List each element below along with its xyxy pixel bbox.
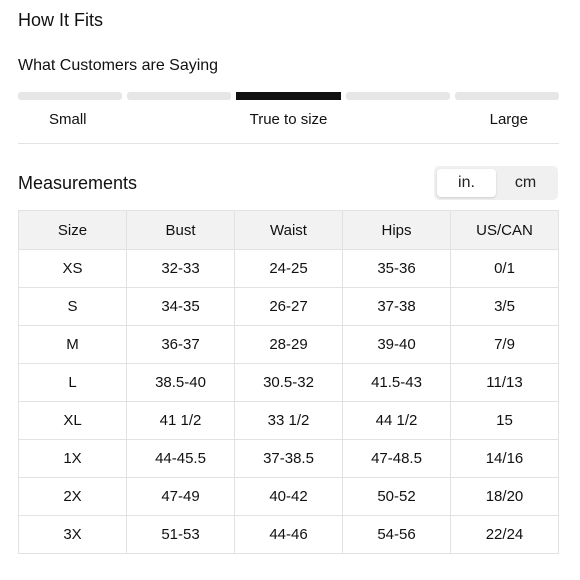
cell-hips: 50-52 xyxy=(343,478,451,516)
column-header-us-can: US/CAN xyxy=(451,211,559,250)
cell-size: S xyxy=(19,288,127,326)
fit-label-true-to-size: True to size xyxy=(249,111,328,128)
fit-segment-4 xyxy=(346,92,450,100)
cell-us-can: 7/9 xyxy=(451,326,559,364)
unit-cm-button[interactable]: cm xyxy=(514,174,537,191)
cell-size: 3X xyxy=(19,516,127,554)
cell-waist: 26-27 xyxy=(235,288,343,326)
cell-hips: 44 1/2 xyxy=(343,402,451,440)
table-header-row xyxy=(19,211,559,250)
column-header-hips: Hips xyxy=(343,211,451,250)
table-row xyxy=(19,440,559,478)
column-header-size: Size xyxy=(19,211,127,250)
unit-toggle xyxy=(434,166,558,200)
fit-segment-5 xyxy=(455,92,559,100)
table-row xyxy=(19,288,559,326)
page-title: How It Fits xyxy=(18,10,104,30)
cell-hips: 39-40 xyxy=(343,326,451,364)
cell-hips: 37-38 xyxy=(343,288,451,326)
cell-us-can: 18/20 xyxy=(451,478,559,516)
cell-bust: 47-49 xyxy=(127,478,235,516)
cell-size: 2X xyxy=(19,478,127,516)
cell-bust: 38.5-40 xyxy=(127,364,235,402)
table-row xyxy=(19,326,559,364)
table-row xyxy=(19,516,559,554)
cell-waist: 40-42 xyxy=(235,478,343,516)
fit-segment-1 xyxy=(18,92,122,100)
column-header-bust: Bust xyxy=(127,211,235,250)
fit-scale-labels xyxy=(18,110,559,130)
cell-waist: 44-46 xyxy=(235,516,343,554)
table-row xyxy=(19,364,559,402)
measurements-title: Measurements xyxy=(18,173,138,193)
cell-us-can: 14/16 xyxy=(451,440,559,478)
cell-us-can: 22/24 xyxy=(451,516,559,554)
table-row xyxy=(19,250,559,288)
cell-size: L xyxy=(19,364,127,402)
cell-size: 1X xyxy=(19,440,127,478)
fit-label-small: Small xyxy=(49,111,87,128)
cell-hips: 54-56 xyxy=(343,516,451,554)
cell-us-can: 0/1 xyxy=(451,250,559,288)
fit-segment-3-active xyxy=(236,92,340,100)
size-chart-table xyxy=(18,210,559,554)
fit-rating-bar xyxy=(18,92,559,100)
table-row xyxy=(19,478,559,516)
customer-fit-subtitle: What Customers are Saying xyxy=(18,57,219,74)
cell-hips: 35-36 xyxy=(343,250,451,288)
cell-bust: 51-53 xyxy=(127,516,235,554)
cell-hips: 41.5-43 xyxy=(343,364,451,402)
unit-inches-button[interactable]: in. xyxy=(437,169,496,197)
cell-waist: 24-25 xyxy=(235,250,343,288)
column-header-waist: Waist xyxy=(235,211,343,250)
table-row xyxy=(19,402,559,440)
cell-waist: 37-38.5 xyxy=(235,440,343,478)
cell-hips: 47-48.5 xyxy=(343,440,451,478)
cell-waist: 30.5-32 xyxy=(235,364,343,402)
fit-label-large: Large xyxy=(489,111,528,128)
cell-bust: 44-45.5 xyxy=(127,440,235,478)
cell-waist: 28-29 xyxy=(235,326,343,364)
cell-size: XL xyxy=(19,402,127,440)
cell-waist: 33 1/2 xyxy=(235,402,343,440)
cell-size: XS xyxy=(19,250,127,288)
fit-segment-2 xyxy=(127,92,231,100)
cell-size: M xyxy=(19,326,127,364)
cell-bust: 41 1/2 xyxy=(127,402,235,440)
cell-us-can: 15 xyxy=(451,402,559,440)
cell-us-can: 3/5 xyxy=(451,288,559,326)
cell-bust: 36-37 xyxy=(127,326,235,364)
cell-bust: 34-35 xyxy=(127,288,235,326)
cell-us-can: 11/13 xyxy=(451,364,559,402)
cell-bust: 32-33 xyxy=(127,250,235,288)
section-divider xyxy=(18,143,559,144)
